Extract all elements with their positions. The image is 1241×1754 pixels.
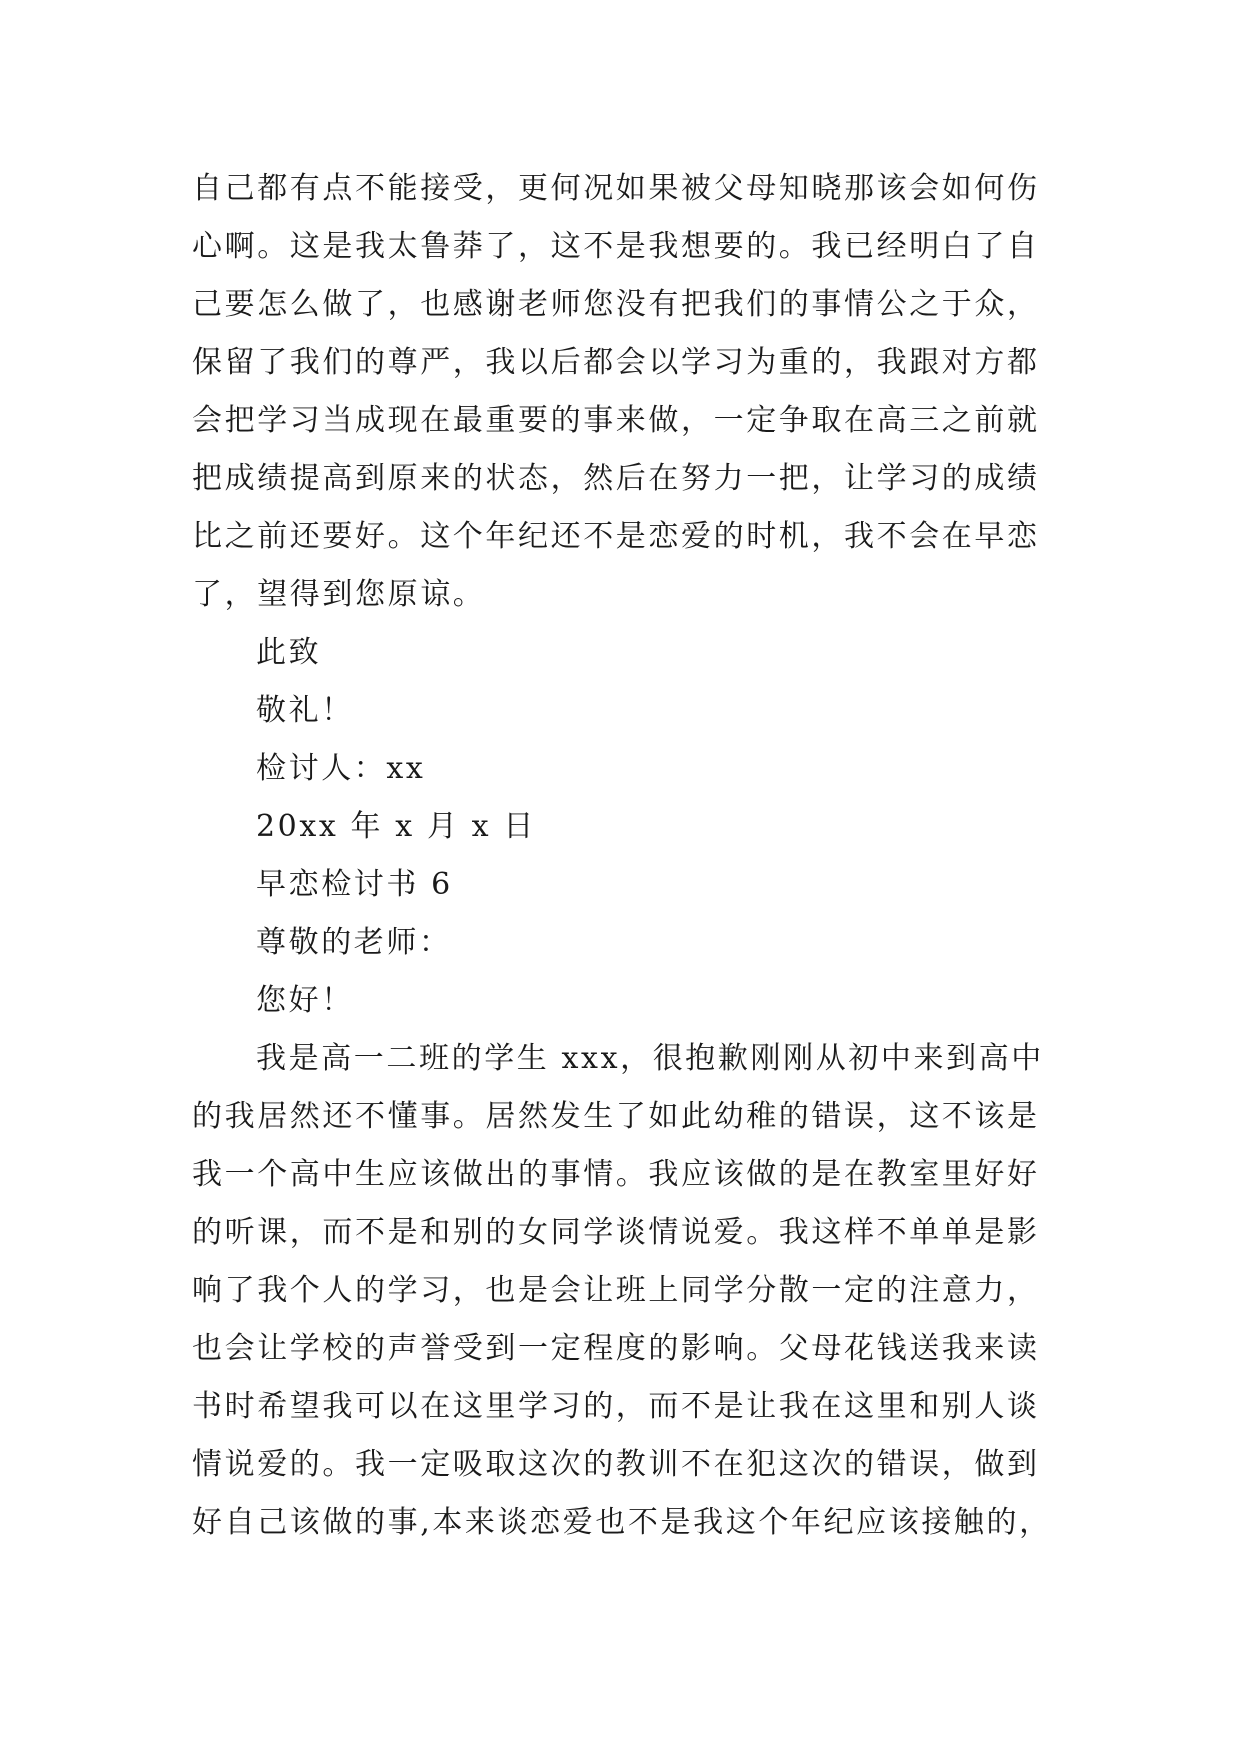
section-title: 早恋检讨书 6 <box>256 867 453 902</box>
paragraph-line: 会把学习当成现在最重要的事来做，一定争取在高三之前就 <box>192 403 1040 438</box>
paragraph-line: 己要怎么做了，也感谢老师您没有把我们的事情公之于众， <box>192 287 1040 322</box>
paragraph-line: 的我居然还不懂事。居然发生了如此幼稚的错误，这不该是 <box>192 1099 1040 1134</box>
greeting: 您好！ <box>256 983 354 1018</box>
paragraph-line: 的听课，而不是和别的女同学谈情说爱。我这样不单单是影 <box>192 1215 1040 1250</box>
paragraph-line: 我一个高中生应该做出的事情。我应该做的是在教室里好好 <box>192 1157 1040 1192</box>
paragraph-line: 我是高一二班的学生 xxx，很抱歉刚刚从初中来到高中 <box>256 1041 1044 1076</box>
signature-line: 检讨人：xx <box>256 751 426 786</box>
paragraph-line: 响了我个人的学习，也是会让班上同学分散一定的注意力， <box>192 1273 1040 1308</box>
paragraph-line: 了，望得到您原谅。 <box>192 577 486 612</box>
paragraph-line: 心啊。这是我太鲁莽了，这不是我想要的。我已经明白了自 <box>192 229 1040 264</box>
paragraph-line: 也会让学校的声誉受到一定程度的影响。父母花钱送我来读 <box>192 1331 1040 1366</box>
paragraph-line: 比之前还要好。这个年纪还不是恋爱的时机，我不会在早恋 <box>192 519 1040 554</box>
closing-phrase: 此致 <box>256 635 322 670</box>
date-line: 20xx 年 x 月 x 日 <box>256 809 536 844</box>
paragraph-line: 书时希望我可以在这里学习的，而不是让我在这里和别人谈 <box>192 1389 1040 1424</box>
document-body <box>192 160 1072 1552</box>
closing-salute: 敬礼！ <box>256 693 354 728</box>
salutation: 尊敬的老师： <box>256 925 452 960</box>
paragraph-line: 自己都有点不能接受，更何况如果被父母知晓那该会如何伤 <box>192 171 1040 206</box>
paragraph-line: 好自己该做的事,本来谈恋爱也不是我这个年纪应该接触的， <box>192 1505 1052 1540</box>
paragraph-line: 情说爱的。我一定吸取这次的教训不在犯这次的错误，做到 <box>192 1447 1040 1482</box>
paragraph-line: 把成绩提高到原来的状态，然后在努力一把，让学习的成绩 <box>192 461 1040 496</box>
paragraph-line: 保留了我们的尊严，我以后都会以学习为重的，我跟对方都 <box>192 345 1040 380</box>
